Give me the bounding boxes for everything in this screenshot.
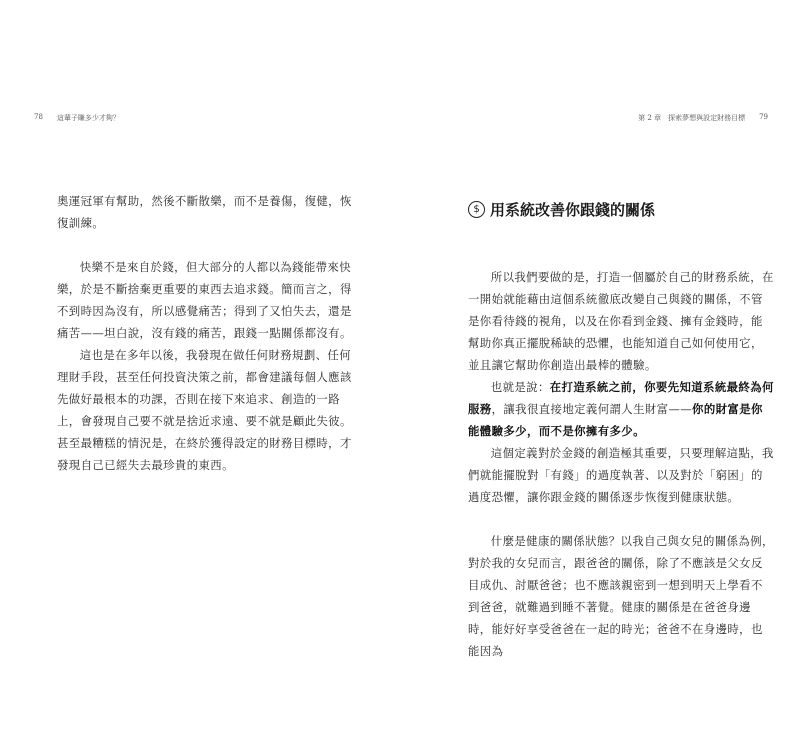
right-paragraph-4: 什麼是健康的關係狀態？以我自己與女兒的關係為例，對於我的女兒而言，跟爸爸的關係，除了不應該是父女反目成仇、討厭爸爸；也不應該親密到一想到明天上學看不到爸爸，就難過到睡不著覺。健康的關係是在爸爸身邊時，能好好享受爸爸在一起的時光；爸爸不在身邊時，也能因為 — [468, 534, 774, 658]
right-page-number: 79 — [759, 113, 768, 121]
left-paragraph-3: 這也是在多年以後，我發現在做任何財務規劃、任何理財手段，甚至任何投資決策之前，都會建議每個人應該先做好最根本的功課，否則在接下來追求、創造的一路上，會發現自己要不就是捨近求遠、要不就是顧此失彼。甚至最糟糕的情況是，在終於獲得設定的財務目標時，才發現自己已經失去最珍貴的東西。 — [57, 348, 352, 472]
right-paragraph-2-emphasis-2: 你的財富是你能體驗多少，而不是你擁有多少。 — [468, 402, 763, 438]
right-paragraph-2-middle: ，讓我很直接地定義何謂人生財富—— — [491, 402, 693, 416]
left-running-title: 這輩子賺多少才夠？ — [56, 114, 120, 122]
left-paragraph-2: 快樂不是來自於錢，但大部分的人都以為錢能帶來快樂，於是不斷捨棄更重要的東西去追求錢。簡而言之，得不到時因為沒有，所以感覺痛苦；得到了又怕失去，還是痛苦——坦白說，沒有錢的痛苦，跟錢一點關係都沒有。 — [57, 260, 352, 340]
right-running-title: 第 2 章 探索夢想與設定財務目標 — [638, 114, 746, 122]
section-title: 用系統改善你跟錢的關係 — [490, 201, 656, 219]
right-paragraph-2 — [468, 376, 774, 442]
right-running-head — [638, 113, 768, 123]
right-paragraph-3: 這個定義對於金錢的創造極其重要，只要理解這點，我們就能擺脫對「有錢」的過度執著、以及對於「窮困」的過度恐懼，讓你跟金錢的關係逐步恢復到健康狀態。 — [468, 446, 774, 504]
left-running-head — [34, 113, 120, 123]
right-paragraph-2-lead: 也就是說： — [490, 380, 550, 394]
right-body-text — [468, 266, 774, 662]
left-page-number: 78 — [34, 113, 43, 121]
right-page — [400, 0, 800, 744]
right-paragraph-2-emphasis-1: 在打造系統之前，你要先知道系統最終為何服務 — [468, 380, 774, 416]
dollar-circle-icon: $ — [468, 201, 485, 218]
left-paragraph-1: 奧運冠軍有幫助，然後不斷散樂，而不是養傷，復健，恢復訓練。 — [57, 194, 352, 230]
right-paragraph-1: 所以我們要做的是，打造一個屬於自己的財務系統，在一開始就能藉由這個系統徹底改變自己與錢的關係，不管是你看待錢的視角，以及在你看到金錢、擁有金錢時，能幫助你真正擺脫稀缺的恐懼，也能知道自己如何使用它，並且讓它幫助你創造出最棒的體驗。 — [468, 270, 774, 372]
left-body-text — [57, 190, 357, 476]
section-heading — [468, 199, 655, 220]
